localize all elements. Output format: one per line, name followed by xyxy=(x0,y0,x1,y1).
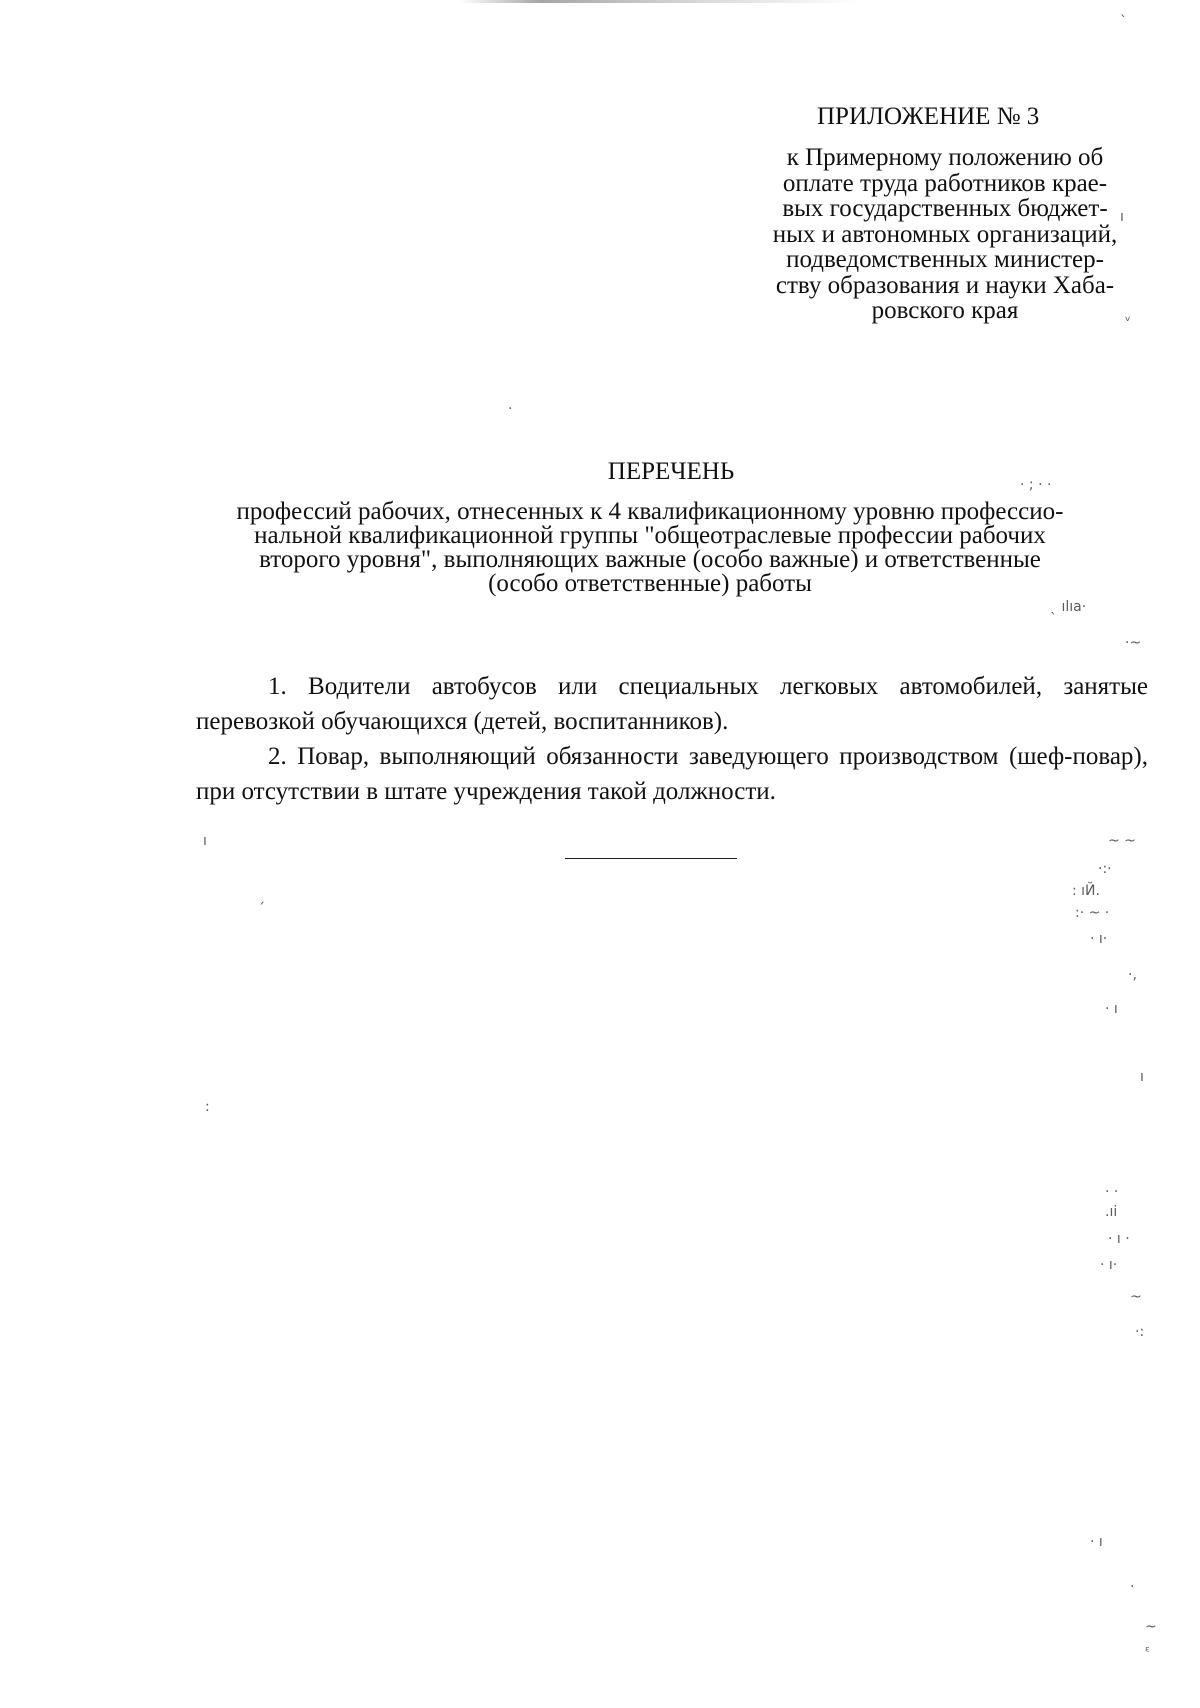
appendix-line: вых государственных бюджет- xyxy=(782,195,1108,222)
scan-speck: ı xyxy=(1140,1069,1144,1085)
scan-speck: ~ xyxy=(1130,1289,1142,1305)
appendix-line: ных и автономных организаций, xyxy=(772,220,1118,248)
scan-speck: ·~ xyxy=(1125,635,1142,651)
appendix-title: ПРИЛОЖЕНИЕ № 3 xyxy=(817,103,1040,130)
subheading-line: второго уровня", выполняющих важные (особо важные) и ответственные xyxy=(259,546,1041,573)
scan-speck: : ıЙ. xyxy=(1072,883,1100,899)
subheading-line: профессий рабочих, отнесенных к 4 квалификационному уровню профессио- xyxy=(236,498,1064,525)
appendix-line: оплате труда работников крае- xyxy=(782,169,1108,197)
scan-speck: ı xyxy=(1120,209,1124,225)
scan-speck: ·: xyxy=(1135,1324,1145,1340)
scan-speck: ˏ xyxy=(258,889,265,905)
scan-speck: : xyxy=(205,1099,210,1115)
scan-speck: · ı xyxy=(1090,1534,1103,1550)
scan-speck: · xyxy=(1130,1579,1135,1595)
appendix-line: подведомственных министер- xyxy=(786,246,1104,273)
subheading-line: (особо ответственные) работы xyxy=(488,570,812,597)
subheading-line: нальной квалификационной группы "общеотраслевые профессии рабочих xyxy=(254,522,1046,549)
scan-speck: ᵥ xyxy=(1125,309,1131,325)
scan-speck: .ıi xyxy=(1105,1204,1118,1220)
appendix-line: ству образования и науки Хаба- xyxy=(775,271,1115,299)
scan-artifact-top xyxy=(460,0,860,3)
scan-speck: · ı· xyxy=(1100,1257,1118,1273)
document-heading: ПЕРЕЧЕНЬ xyxy=(607,458,735,485)
scan-speck: · ; · · xyxy=(1020,477,1052,493)
scan-speck: ·:· xyxy=(1098,861,1112,877)
scan-speck: · ı· xyxy=(1090,931,1108,947)
appendix-line: к Примерному положению об xyxy=(786,144,1104,171)
scan-speck: · xyxy=(508,401,513,417)
scan-speck: ı xyxy=(203,833,207,849)
appendix-description xyxy=(745,145,1145,324)
profession-list xyxy=(196,669,1148,809)
scan-speck: ` xyxy=(1120,14,1127,30)
closing-rule xyxy=(565,858,737,859)
scan-speck: ·, xyxy=(1128,967,1137,983)
scan-speck: ˎ ılıa· xyxy=(1050,599,1087,615)
scan-speck: · · xyxy=(1105,1184,1119,1200)
appendix-line: ровского края xyxy=(871,297,1019,324)
scan-speck: · ı · xyxy=(1108,1231,1130,1247)
scan-speck: :· ~ · xyxy=(1075,905,1110,921)
list-item: 2. Повар, выполняющий обязанности заведующего производством (шеф-повар), при отсутствии в штате учреждения такой должности. xyxy=(196,743,1148,805)
list-item: 1. Водители автобусов или специальных легковых автомобилей, занятые перевозкой обучающихся (детей, воспитанников). xyxy=(196,673,1148,735)
scan-speck: ~ ~ xyxy=(1108,833,1136,849)
scan-speck: · ı xyxy=(1105,1001,1118,1017)
scan-speck: ~ xyxy=(1145,1619,1157,1635)
scan-speck: ᵋ xyxy=(1145,1644,1151,1660)
document-subheading xyxy=(150,500,1150,596)
